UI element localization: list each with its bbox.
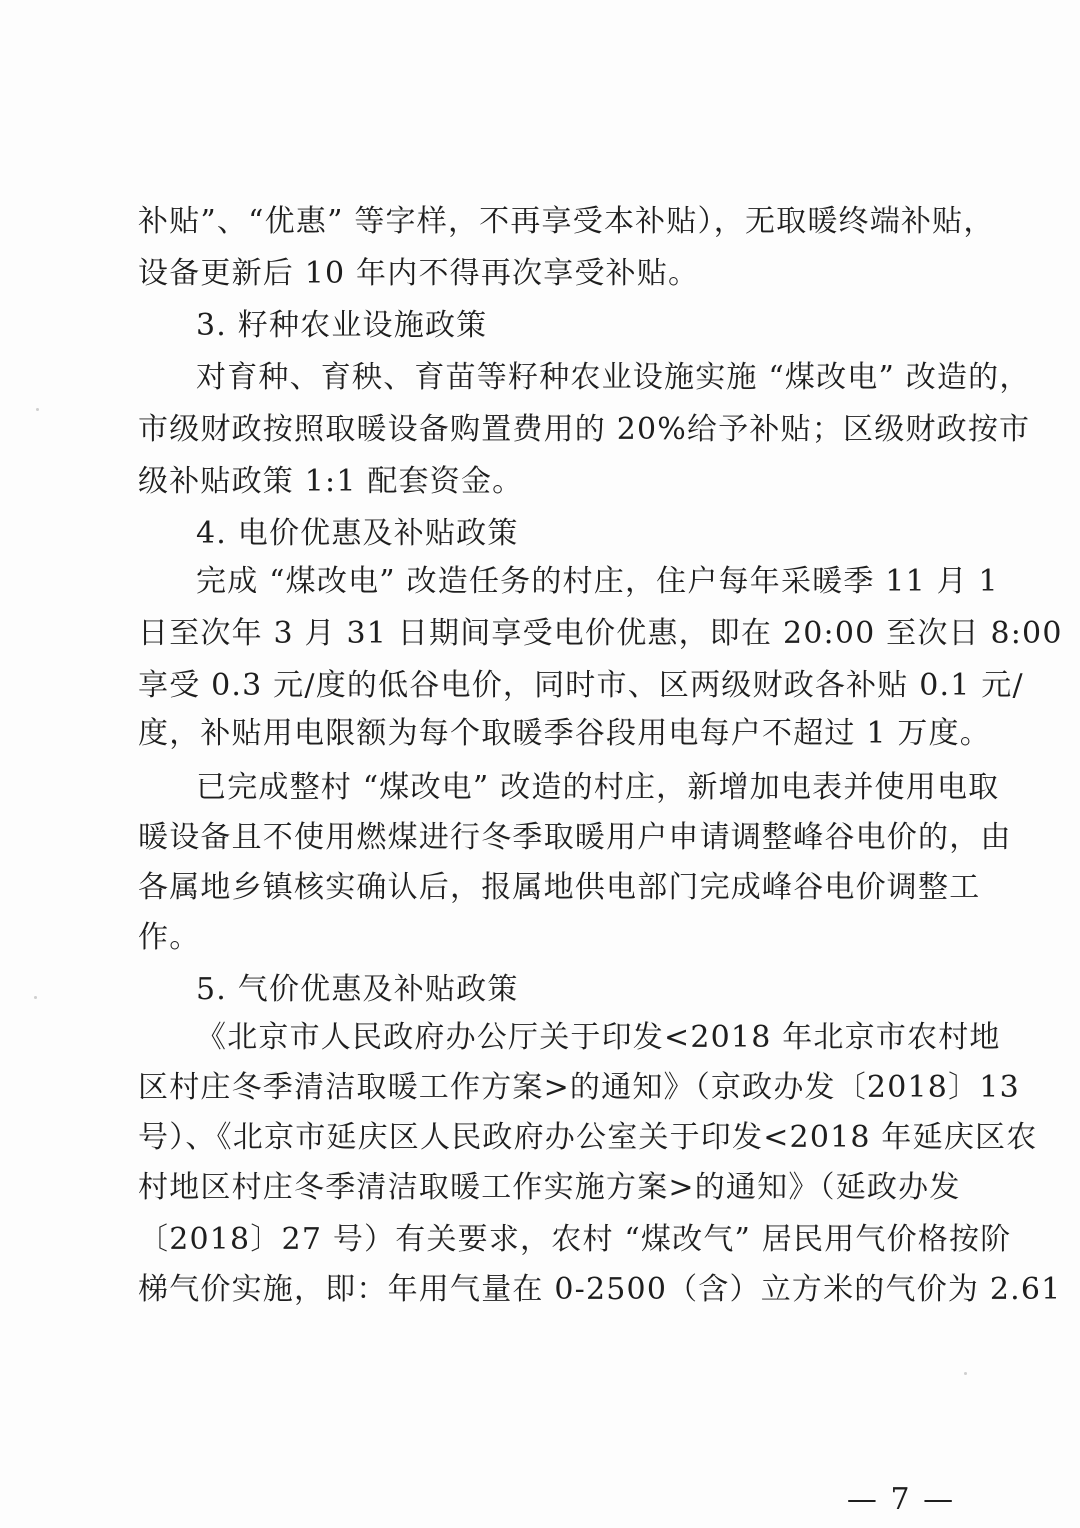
- text-line: 暖设备且不使用燃煤进行冬季取暖用户申请调整峰谷电价的，由: [138, 820, 1012, 855]
- text-line: 享受 0.3 元/度的低谷电价，同时市、区两级财政各补贴 0.1 元/: [138, 668, 1024, 703]
- text-line: 各属地乡镇核实确认后，报属地供电部门完成峰谷电价调整工: [138, 870, 981, 905]
- text-line: 级补贴政策 1:1 配套资金。: [138, 464, 524, 499]
- text-line: 已完成整村 “煤改电” 改造的村庄，新增加电表并使用电取: [196, 770, 1000, 805]
- text-line: 《北京市人民政府办公厅关于印发<2018 年北京市农村地: [196, 1020, 1001, 1055]
- text-line: 对育种、育秧、育苗等籽种农业设施实施 “煤改电” 改造的，: [196, 360, 1031, 395]
- text-line: 区村庄冬季清洁取暖工作方案>的通知》（京政办发〔2018〕13: [138, 1070, 1020, 1105]
- scan-speck: [964, 1372, 967, 1375]
- text-line: 度，补贴用电限额为每个取暖季谷段用电每户不超过 1 万度。: [138, 716, 991, 751]
- text-line: 补贴”、“优惠” 等字样，不再享受本补贴），无取暖终端补贴，: [138, 204, 995, 239]
- text-line: 村地区村庄冬季清洁取暖工作实施方案>的通知》（延政办发: [138, 1170, 961, 1205]
- text-line: 作。: [138, 920, 201, 955]
- scan-speck: [36, 408, 39, 411]
- page-number: — 7 —: [846, 1482, 956, 1517]
- text-line: 梯气价实施，即：年用气量在 0-2500（含）立方米的气价为 2.61: [138, 1272, 1062, 1307]
- text-line: 日至次年 3 月 31 日期间享受电价优惠，即在 20:00 至次日 8:00: [138, 616, 1063, 651]
- section-heading: 5. 气价优惠及补贴政策: [196, 972, 519, 1007]
- scan-speck: [34, 996, 37, 999]
- section-heading: 4. 电价优惠及补贴政策: [196, 516, 519, 551]
- text-line: 设备更新后 10 年内不得再次享受补贴。: [138, 256, 700, 291]
- text-line: 号）、《北京市延庆区人民政府办公室关于印发<2018 年延庆区农: [138, 1120, 1038, 1155]
- section-heading: 3. 籽种农业设施政策: [196, 308, 488, 343]
- text-line: 完成 “煤改电” 改造任务的村庄，住户每年采暖季 11 月 1: [196, 564, 999, 599]
- text-line: 市级财政按照取暖设备购置费用的 20%给予补贴；区级财政按市: [138, 412, 1031, 447]
- text-line: 〔2018〕27 号）有关要求，农村 “煤改气” 居民用气价格按阶: [138, 1222, 1012, 1257]
